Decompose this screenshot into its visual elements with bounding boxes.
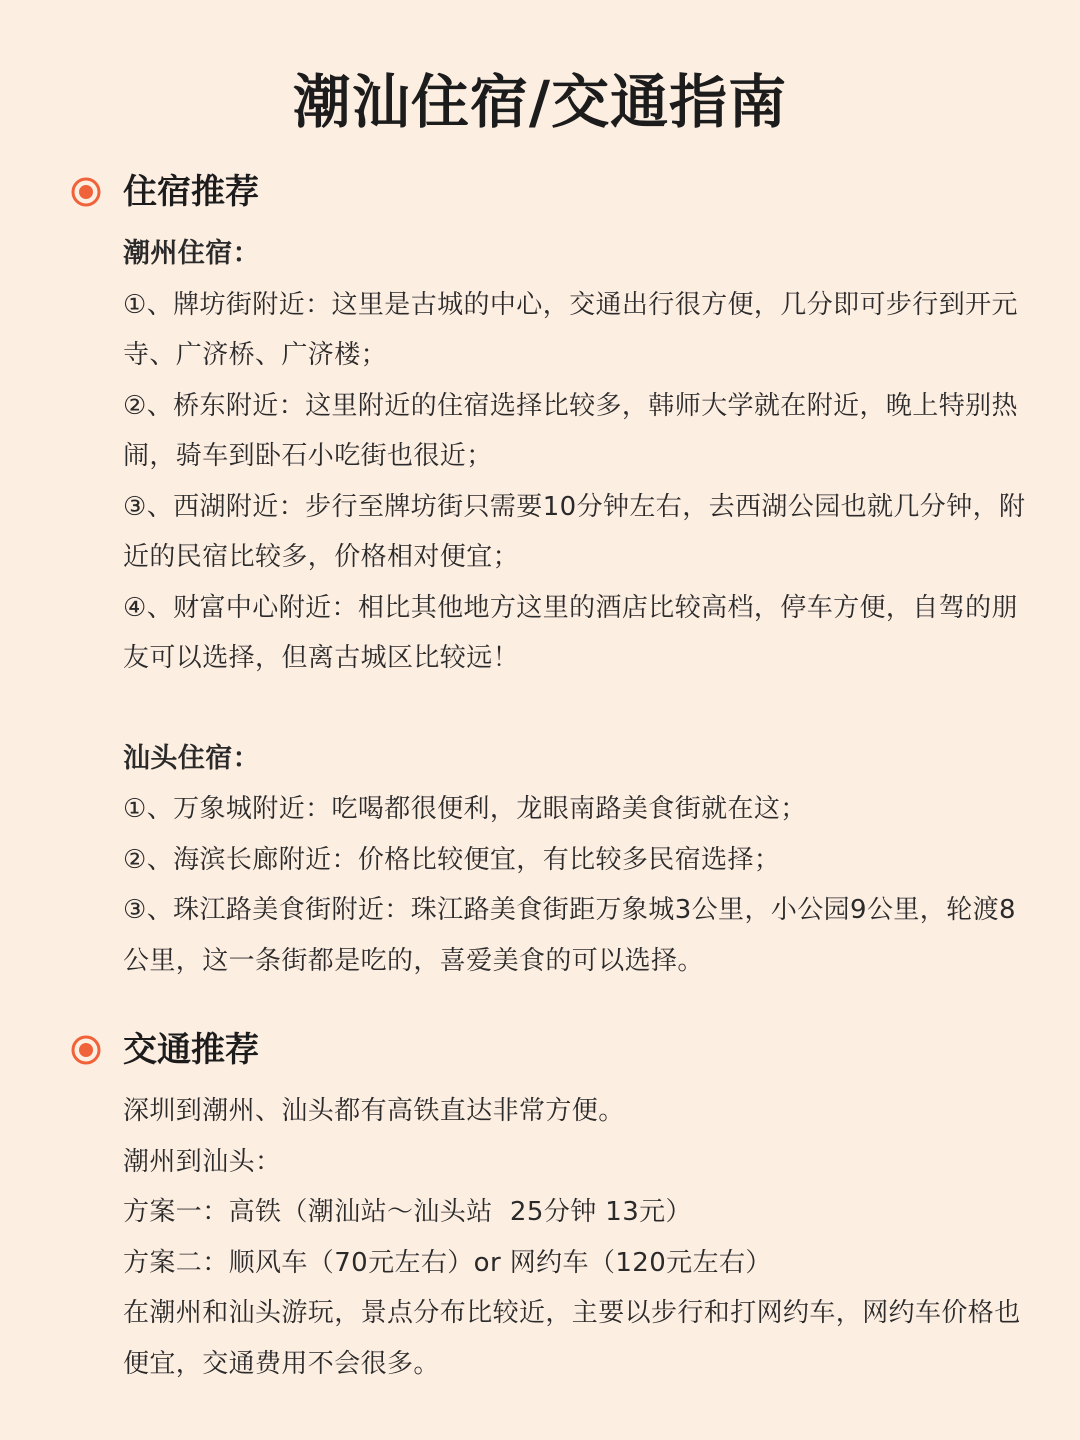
section-transport-header (0, 1022, 1080, 1082)
transport-line-3: 方案一：高铁（潮汕站～汕头站 25分钟 13元） (123, 1197, 692, 1227)
transport-line-2: 潮州到汕头： (123, 1146, 282, 1177)
chaozhou-lodging-item-3: ③、西湖附近：步行至牌坊街只需要10分钟左右，去西湖公园也就几分钟，附近的民宿比较多，价格相对便宜； (123, 491, 1026, 572)
shantou-lodging-item-2: ②、海滨长廊附近：价格比较便宜，有比较多民宿选择； (123, 844, 781, 875)
chaozhou-lodging-heading: 潮州住宿： (123, 238, 260, 269)
lodging-content (123, 229, 1028, 986)
transport-line-5: 在潮州和汕头游玩，景点分布比较近，主要以步行和打网约车，网约车价格也便宜，交通费用不会很多。 (123, 1298, 1021, 1379)
chaozhou-lodging-item-4: ④、财富中心附近：相比其他地方这里的酒店比较高档，停车方便，自驾的朋友可以选择，但离古城区比较远！ (123, 592, 1018, 673)
section-transport (0, 1022, 1080, 1082)
chaozhou-lodging-item-1: ①、牌坊街附近：这里是古城的中心，交通出行很方便，几分即可步行到开元寺、广济桥、广济楼； (123, 289, 1018, 370)
transport-line-4: 方案二：顺风车（70元左右）or 网约车（120元左右） (123, 1247, 772, 1278)
section-lodging-title: 住宿推荐 (123, 172, 259, 212)
shantou-lodging-item-1: ①、万象城附近：吃喝都很便利，龙眼南路美食街就在这； (123, 794, 807, 824)
chaozhou-lodging-item-2: ②、桥东附近：这里附近的住宿选择比较多，韩师大学就在附近，晚上特别热闹，骑车到卧石小吃街也很近； (123, 390, 1018, 471)
target-bullet-icon (70, 1034, 102, 1066)
transport-line-1: 深圳到潮州、汕头都有高铁直达非常方便。 (123, 1096, 625, 1126)
transport-content (123, 1086, 1028, 1389)
section-transport-title: 交通推荐 (123, 1030, 259, 1070)
target-bullet-icon (70, 176, 102, 208)
shantou-lodging-heading: 汕头住宿： (123, 742, 260, 774)
section-lodging (0, 164, 1080, 224)
spacer (123, 684, 1028, 734)
page-title: 潮汕住宿/交通指南 (292, 68, 788, 136)
shantou-lodging-item-3: ③、珠江路美食街附近：珠江路美食街距万象城3公里，小公园9公里，轮渡8公里，这一条街都是吃的，喜爱美食的可以选择。 (123, 895, 1016, 976)
section-lodging-header (0, 164, 1080, 224)
